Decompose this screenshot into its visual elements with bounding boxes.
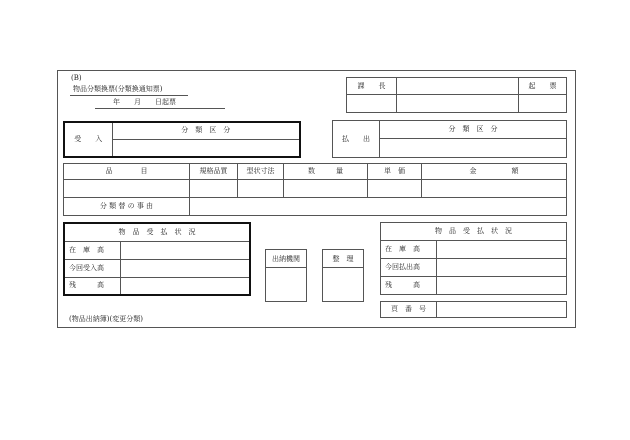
receive-table: [63, 121, 301, 158]
reason-label: 分 類 替 の 事 由: [64, 198, 190, 216]
receive-label: 受 入: [64, 122, 112, 157]
item-unit-price-cell[interactable]: [368, 180, 422, 198]
issue-date: 年 月 日起票: [113, 98, 176, 106]
item-spec-header: 規格品質: [190, 164, 238, 180]
date-underline: [95, 108, 225, 109]
left-stock-label: 在 庫 高: [64, 241, 120, 259]
left-received-cell[interactable]: [120, 259, 250, 277]
approval-table: [346, 77, 567, 113]
pay-category-label: 分 類 区 分: [380, 121, 567, 139]
ledger-box[interactable]: [265, 249, 307, 302]
item-quantity-header: 数 量: [284, 164, 368, 180]
right-status-title: 物 品 受 払 状 況: [381, 223, 567, 241]
receive-category-cell[interactable]: [112, 139, 300, 157]
pay-label: 払 出: [333, 121, 380, 158]
right-balance-cell[interactable]: [437, 277, 567, 295]
pay-category-cell[interactable]: [380, 139, 567, 158]
item-amount-header: 金 額: [422, 164, 567, 180]
item-size-cell[interactable]: [238, 180, 284, 198]
left-balance-label: 残 高: [64, 277, 120, 295]
page-number-label: 頁 番 号: [381, 302, 437, 318]
pay-table: [332, 120, 567, 158]
chief-stamp-cell[interactable]: [397, 78, 519, 95]
form-mark: (B): [71, 74, 82, 82]
left-stock-cell[interactable]: [120, 241, 250, 259]
chief-label: 課 長: [347, 78, 397, 95]
footer-note: (物品出納簿)(変更分類): [69, 315, 143, 323]
page-number-cell[interactable]: [437, 302, 567, 318]
left-received-label: 今回受入高: [64, 259, 120, 277]
title-underline: [70, 95, 188, 96]
item-quantity-cell[interactable]: [284, 180, 368, 198]
item-amount-cell[interactable]: [422, 180, 567, 198]
right-stock-cell[interactable]: [437, 241, 567, 259]
item-name-header: 品 目: [64, 164, 190, 180]
arrange-box[interactable]: [322, 249, 364, 302]
items-table: [63, 163, 567, 216]
issuer-label: 起 票: [519, 78, 567, 95]
reason-cell[interactable]: [190, 198, 567, 216]
item-size-header: 型状寸法: [238, 164, 284, 180]
right-paid-label: 今回払出高: [381, 259, 437, 277]
left-status-title: 物 品 受 払 状 況: [64, 223, 250, 241]
item-name-cell[interactable]: [64, 180, 190, 198]
receive-category-label: 分 類 区 分: [112, 122, 300, 139]
right-paid-cell[interactable]: [437, 259, 567, 277]
chief-sign-cell[interactable]: [347, 95, 397, 113]
left-balance-cell[interactable]: [120, 277, 250, 295]
item-spec-cell[interactable]: [190, 180, 238, 198]
item-unit-price-header: 単 価: [368, 164, 422, 180]
blank-sign-cell[interactable]: [397, 95, 519, 113]
left-status-table: [63, 222, 251, 296]
ledger-label: 出納機関: [266, 250, 306, 268]
form-title: 物品分類換票(分類換通知票): [73, 85, 163, 93]
page-number-table: [380, 301, 567, 318]
right-stock-label: 在 庫 高: [381, 241, 437, 259]
arrange-label: 整 理: [323, 250, 363, 268]
right-status-table: [380, 222, 567, 295]
right-balance-label: 残 高: [381, 277, 437, 295]
issuer-sign-cell[interactable]: [519, 95, 567, 113]
